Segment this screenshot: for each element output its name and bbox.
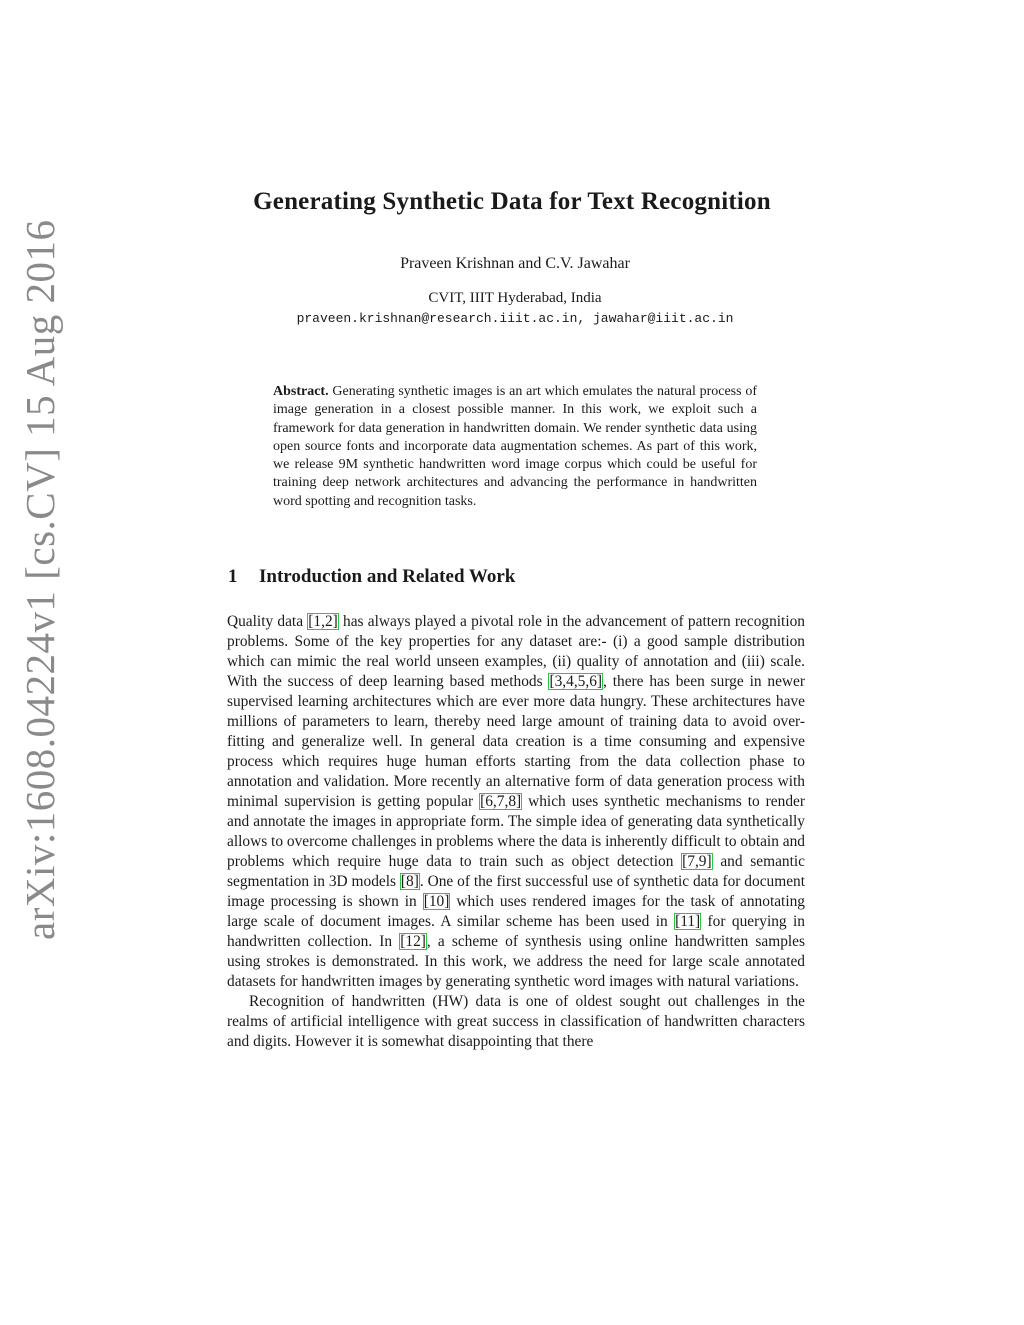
- abstract-text: Generating synthetic images is an art which emulates the natural process of image generation in a closest possible manner. In this work, we exploit such a framework for data generation in handwritten domain. We render synthetic data using open source fonts and incorporate data augmentation schemes. As part of this work, we release 9M synthetic handwritten word image corpus which could be useful for training deep network architectures and advancing the performance in handwritten word spotting and recognition tasks.: [273, 384, 758, 509]
- citation-link[interactable]: [3,4,5,6]: [549, 673, 603, 690]
- abstract: [273, 383, 757, 511]
- text-run: which uses synthetic mechanisms to render and annotate the images in appropriate form. The simple idea of generating data synthetically allows to overcome challenges in problems where the data is inherently difficult to obtain and problems which require huge data to train such as object detection: [227, 793, 805, 870]
- citation-link[interactable]: [8]: [400, 873, 419, 890]
- text-run: . One of the first successful use of synthetic data for document image processing is shown in: [227, 873, 806, 910]
- citation-link[interactable]: [7,9]: [682, 853, 712, 870]
- section-number: 1: [228, 566, 238, 587]
- body-text: [227, 612, 805, 1052]
- abstract-label: Abstract.: [273, 384, 329, 399]
- text-run: and semantic segmentation in 3D models: [227, 853, 805, 890]
- affiliation: CVIT, IIIT Hyderabad, India: [428, 290, 602, 306]
- text-run: has always played a pivotal role in the advancement of pattern recognition problems. Some of the key properties for any dataset are:- (i) a good sample distribution which can mimic the real world unseen examples, (ii) quality of annotation and (iii) scale. With the success of deep learning based methods: [227, 613, 805, 690]
- author-emails[interactable]: praveen.krishnan@research.iiit.ac.in, jawahar@iiit.ac.in: [296, 311, 734, 326]
- text-run: which uses rendered images for the task of annotating large scale of document images. A similar scheme has been used in: [227, 893, 805, 930]
- text-run: , there has been surge in newer supervised learning architectures which are ever more data hungry. These architectures have millions of parameters to learn, thereby need large amount of training data to avoid over-fitting and generalize well. In general data creation is a time consuming and expensive process which requires huge human efforts starting from the data collection phase to annotation and validation. More recently an alternative form of data generation process with minimal supervision is getting popular: [227, 673, 805, 810]
- text-run: , a scheme of synthesis using online handwritten samples using strokes is demonstrated. In this work, we address the need for large scale annotated datasets for handwritten images by generating synthetic word images with natural variations.: [227, 933, 805, 990]
- paragraph: [227, 612, 805, 992]
- arxiv-identifier: arXiv:1608.04224v1 [cs.CV] 15 Aug 2016: [17, 219, 63, 940]
- text-run: for querying in handwritten collection. In: [227, 913, 805, 950]
- citation-link[interactable]: [1,2]: [308, 613, 338, 630]
- section-title: Introduction and Related Work: [259, 566, 516, 587]
- section-heading: [228, 566, 515, 588]
- authors: Praveen Krishnan and C.V. Jawahar: [400, 255, 630, 272]
- citation-link[interactable]: [11]: [675, 913, 701, 930]
- text-run: Quality data: [227, 613, 308, 630]
- paper-title: Generating Synthetic Data for Text Recognition: [253, 188, 771, 215]
- citation-link[interactable]: [12]: [400, 933, 426, 950]
- paragraph: Recognition of handwritten (HW) data is one of oldest sought out challenges in the realms of artificial intelligence with great success in classification of handwritten characters and digits. However it is somewhat disappointing that there: [227, 993, 805, 1050]
- citation-link[interactable]: [6,7,8]: [480, 793, 522, 810]
- citation-link[interactable]: [10]: [423, 893, 450, 910]
